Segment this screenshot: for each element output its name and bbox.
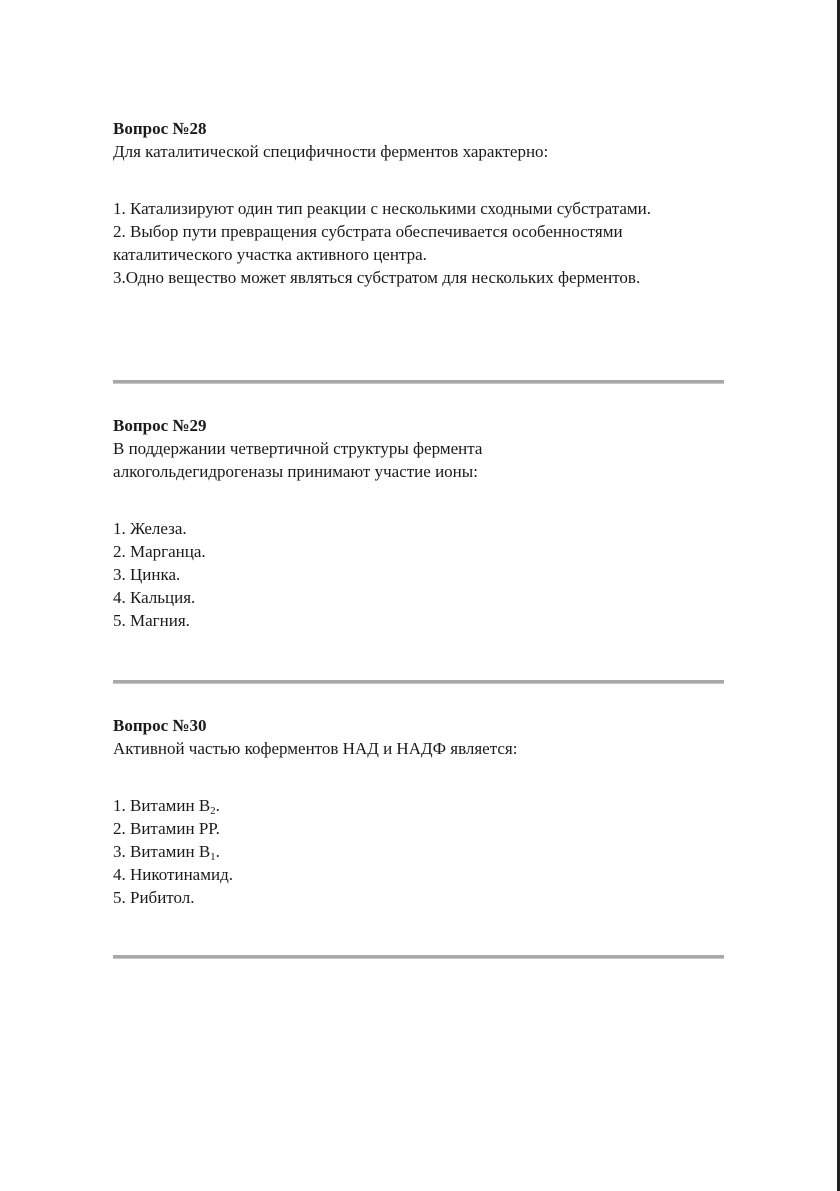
question-30 xyxy=(113,714,723,909)
answer-option xyxy=(113,817,723,840)
question-title: Вопрос №28 xyxy=(113,119,207,138)
answer-text: 3. Витамин В xyxy=(113,842,211,861)
answer-option xyxy=(113,586,573,609)
question-title: Вопрос №30 xyxy=(113,716,207,735)
question-title: Вопрос №29 xyxy=(113,416,207,435)
answer-text: 2. Витамин РР. xyxy=(113,819,220,838)
section-divider xyxy=(113,680,724,684)
question-text: Активной частью коферментов НАД и НАДФ является: xyxy=(113,739,518,758)
answer-option xyxy=(113,266,653,289)
answer-text: 5. Рибитол. xyxy=(113,888,195,907)
answer-text: 5. Магния. xyxy=(113,611,190,630)
answer-list xyxy=(113,794,723,909)
answer-text: 3.Одно вещество может являться субстратом для нескольких ферментов. xyxy=(113,268,641,287)
answer-text: 4. Никотинамид. xyxy=(113,865,233,884)
answer-tail: . xyxy=(215,796,220,815)
answer-text: 1. Катализируют один тип реакции с несколькими сходными субстратами. xyxy=(113,199,652,218)
answer-text: 3. Цинка. xyxy=(113,565,181,584)
question-28 xyxy=(113,117,723,289)
answer-tail: . xyxy=(215,842,220,861)
answer-text: 1. Железа. xyxy=(113,519,187,538)
answer-option xyxy=(113,563,573,586)
question-29 xyxy=(113,414,573,632)
answer-option xyxy=(113,794,723,817)
answer-text: 2. Марганца. xyxy=(113,542,206,561)
answer-text: 2. Выбор пути превращения субстрата обеспечивается особенностями каталитического участка активного центра. xyxy=(113,222,623,264)
answer-option xyxy=(113,840,723,863)
answer-text: 1. Витамин В xyxy=(113,796,211,815)
answer-option xyxy=(113,863,723,886)
question-text: Для каталитической специфичности ферментов характерно: xyxy=(113,142,549,161)
answer-text: 4. Кальция. xyxy=(113,588,196,607)
section-divider xyxy=(113,380,724,384)
answer-option xyxy=(113,886,723,909)
subscript: 1 xyxy=(210,851,216,863)
section-divider xyxy=(113,955,724,959)
answer-option xyxy=(113,609,573,632)
answer-list xyxy=(113,197,723,289)
answer-option xyxy=(113,517,573,540)
answer-option xyxy=(113,220,723,266)
answer-option xyxy=(113,540,573,563)
subscript: 2 xyxy=(210,805,216,817)
answer-option xyxy=(113,197,653,220)
answer-list xyxy=(113,517,573,632)
question-text: В поддержании четвертичной структуры фермента алкогольдегидрогеназы принимают участие ионы: xyxy=(113,439,483,481)
